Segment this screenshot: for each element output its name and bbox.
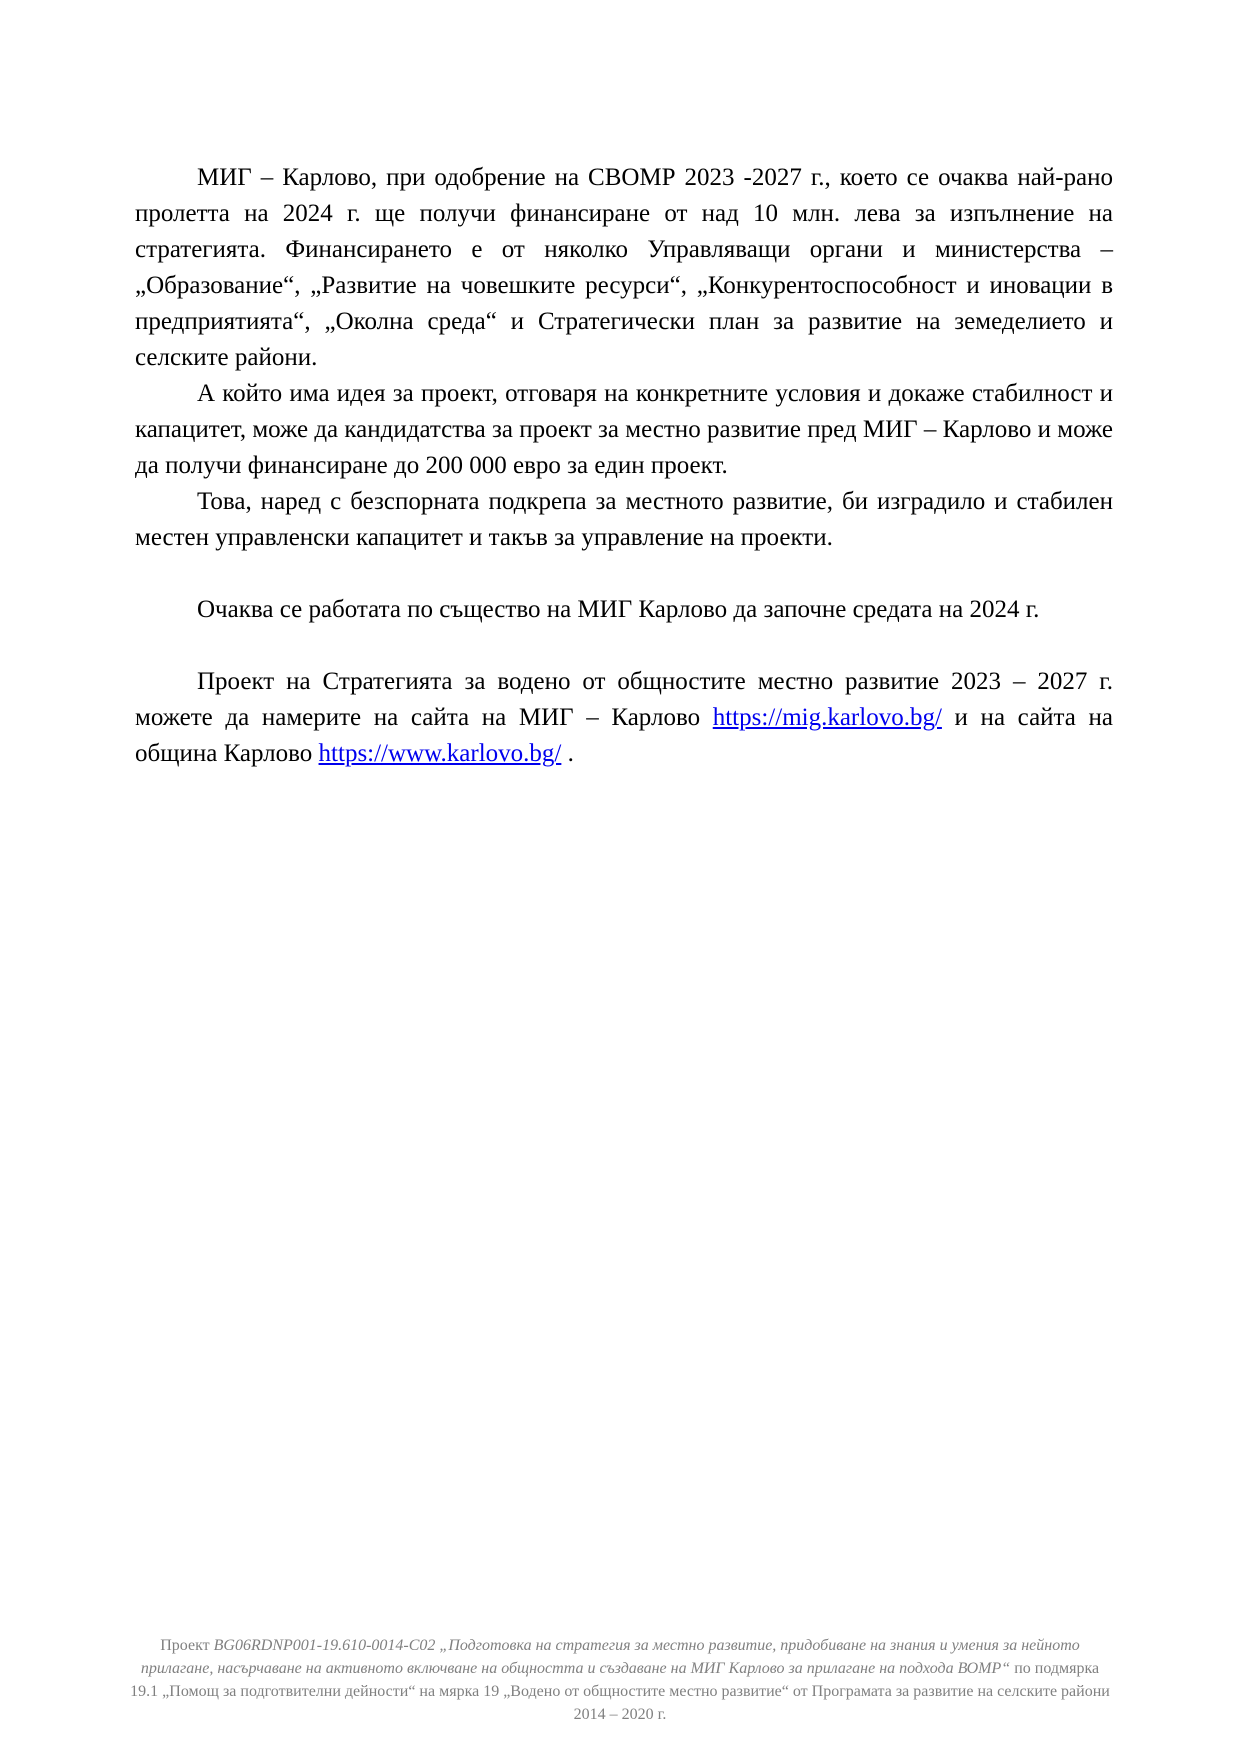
- paragraph-capacity: Това, наред с безспорната подкрепа за местното развитие, би изградило и стабилен местен управленски капацитет и такъв за управление на проекти.: [135, 488, 1113, 551]
- paragraph-links-text-1: Проект на Стратегията за водено от общностите местно развитие 2023 – 2027 г. можете да намерите на сайта на МИГ – Карлово: [135, 668, 1113, 731]
- paragraph-apply: А който има идея за проект, отговаря на конкретните условия и докаже стабилност и капацитет, може да кандидатства за проект за местно развитие пред МИГ – Карлово и може да получи финансиране до 200 000 евро за един проект.: [135, 380, 1113, 479]
- footer-text-prefix: Проект: [160, 1637, 214, 1654]
- karlovo-municipality-link[interactable]: https://www.karlovo.bg/: [318, 740, 562, 767]
- paragraph-links-text-2: и на сайта на община Карлово: [135, 704, 1113, 767]
- paragraph-links: [135, 664, 1113, 772]
- footer-project-title: BG06RDNP001-19.610-0014-C02 „Подготовка на стратегия за местно развитие, придобиване на знания и умения за нейното прилагане, насърчаване на активното включване на общността и създаване на МИГ Карлово за прилагане на подхода ВОМР“: [140, 1637, 1080, 1677]
- page-footer: [130, 1634, 1110, 1726]
- paragraph-start-expectation: Очаква се работата по същество на МИГ Карлово да започне средата на 2024 г.: [197, 596, 1040, 623]
- mig-karlovo-link[interactable]: https://mig.karlovo.bg/: [712, 704, 942, 731]
- document-body: [135, 160, 1113, 772]
- paragraph-funding: МИГ – Карлово, при одобрение на СВОМР 2023 -2027 г., което се очаква най-рано пролетта на 2024 г. ще получи финансиране от над 10 млн. лева за изпълнение на стратегията. Финансирането е от няколко Управляващи органи и министерства – „Образование“, „Развитие на човешките ресурси“, „Конкурентоспособност и иновации в предприятията“, „Околна среда“ и Стратегически план за развитие на земеделието и селските райони.: [135, 164, 1113, 371]
- footer-text-suffix: по подмярка 19.1 „Помощ за подготвителни дейности“ на мярка 19 „Водено от общностите местно развитие“ от Програмата за развитие на селските райони 2014 – 2020 г.: [130, 1660, 1110, 1723]
- paragraph-links-text-3: .: [561, 740, 574, 767]
